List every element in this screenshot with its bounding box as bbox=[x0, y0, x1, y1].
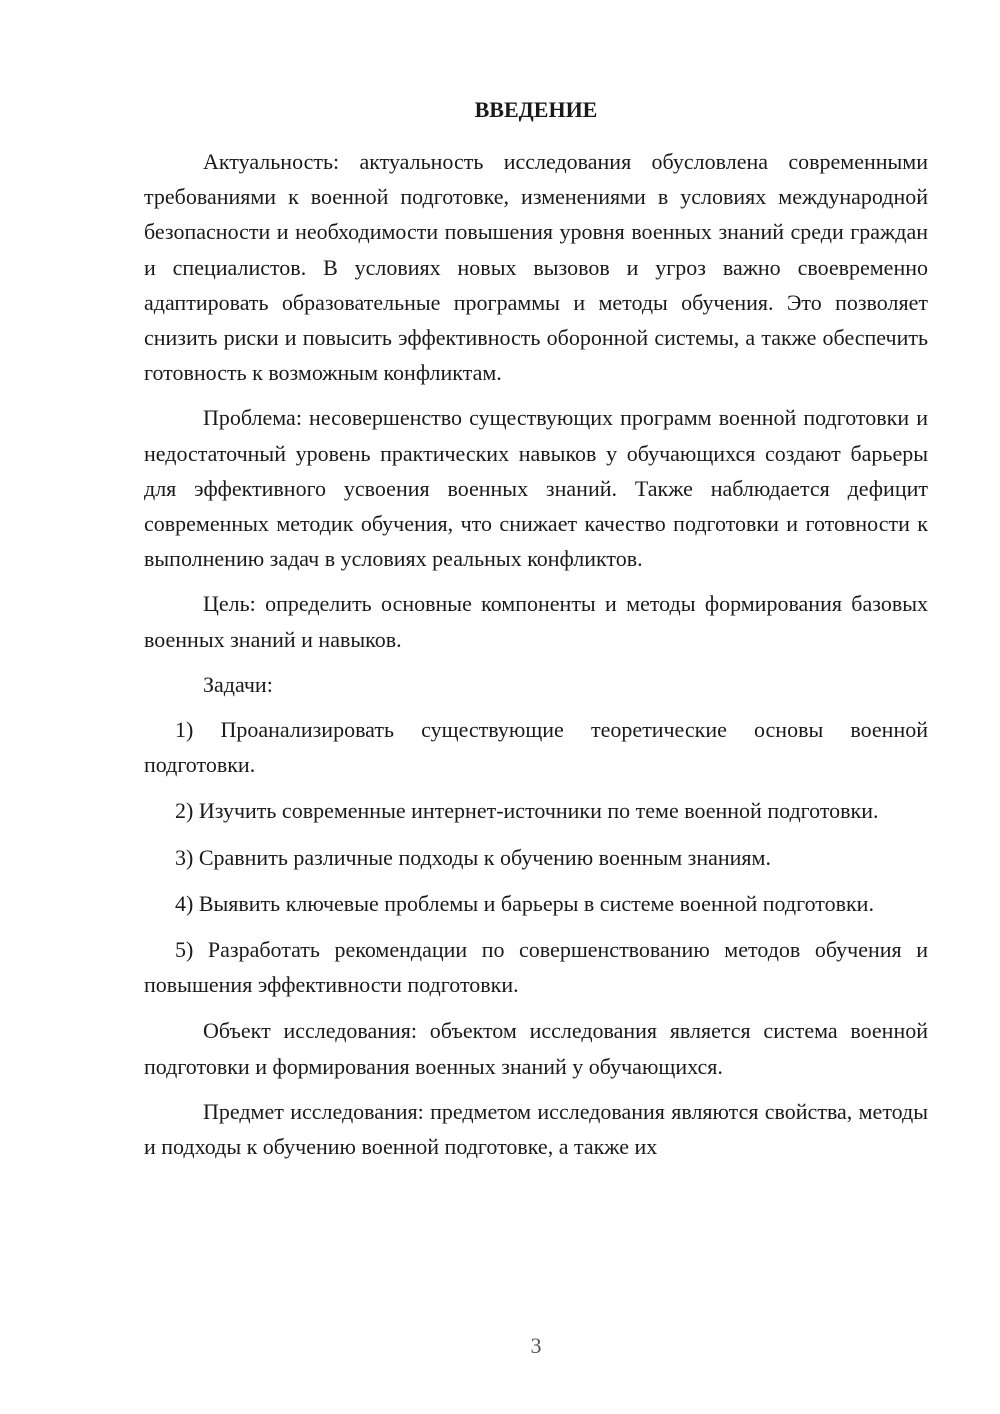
task-item-3: 3) Сравнить различные подходы к обучению военным знаниям. bbox=[175, 844, 771, 870]
relevance-paragraph: Актуальность: актуальность исследования обусловлена современными требованиями к военной подготовке, изменениями в условиях международной безопасности и необходимости повышения уровня военных знаний среди граждан и специалистов. В условиях новых вызовов и угроз важно своевременно адаптировать образовательные программы и методы обучения. Это позволяет снизить риски и повысить эффективность оборонной системы, а также обеспечить готовность к возможным конфликтам. bbox=[144, 149, 928, 386]
page-number: 3 bbox=[530, 1333, 542, 1358]
goal-paragraph: Цель: определить основные компоненты и методы формирования базовых военных знаний и навыков. bbox=[144, 591, 928, 652]
tasks-label: Задачи: bbox=[203, 671, 273, 697]
problem-paragraph: Проблема: несовершенство существующих программ военной подготовки и недостаточный уровень практических навыков у обучающихся создают барьеры для эффективного усвоения военных знаний. Также наблюдается дефицит современных методик обучения, что снижает качество подготовки и готовности к выполнению задач в условиях реальных конфликтов. bbox=[144, 405, 928, 572]
task-item-1: 1) Проанализировать существующие теоретические основы военной подготовки. bbox=[144, 717, 928, 778]
object-paragraph: Объект исследования: объектом исследования является система военной подготовки и формирования военных знаний у обучающихся. bbox=[144, 1018, 928, 1079]
page-content bbox=[144, 95, 928, 1164]
task-item-2: 2) Изучить современные интернет-источники по теме военной подготовки. bbox=[175, 798, 879, 824]
task-item-4: 4) Выявить ключевые проблемы и барьеры в системе военной подготовки. bbox=[175, 890, 874, 916]
subject-paragraph: Предмет исследования: предметом исследования являются свойства, методы и подходы к обучению военной подготовке, а также их bbox=[144, 1098, 928, 1160]
task-item-5: 5) Разработать рекомендации по совершенствованию методов обучения и повышения эффективности подготовки. bbox=[144, 937, 928, 998]
section-heading: ВВЕДЕНИЕ bbox=[474, 97, 598, 122]
